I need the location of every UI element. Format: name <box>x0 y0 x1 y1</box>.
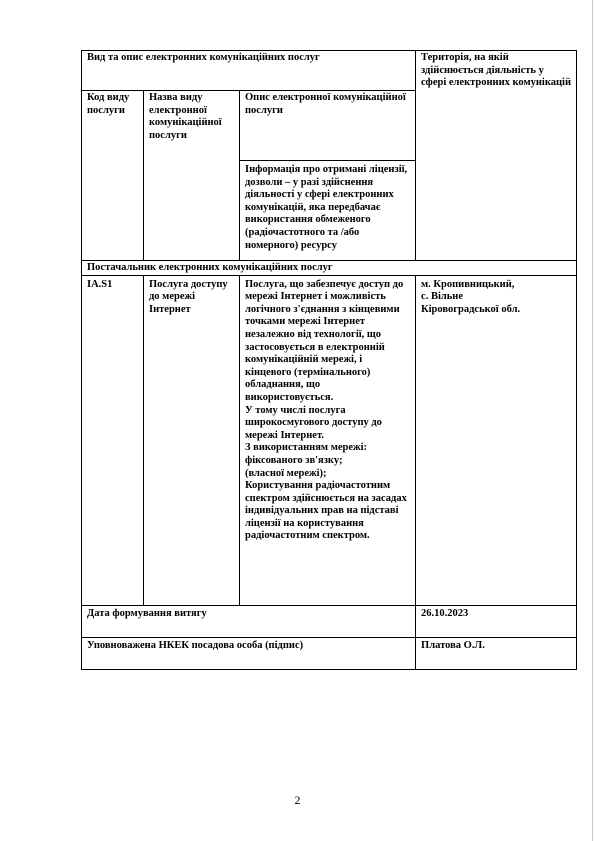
page-edge <box>592 0 593 841</box>
service-type-header: Вид та опис електронних комунікаційних послуг <box>82 51 416 91</box>
territory-line: с. Вільне <box>421 291 464 303</box>
description-paragraph: Користування радіочастотним спектром здійснюється на засадах індивідуальних прав на підставі ліцензії на користування радіочастотним спектром. <box>245 480 407 542</box>
provider-section-header: Постачальник електронних комунікаційних послуг <box>82 261 577 276</box>
description-paragraph: З використанням мережі: фіксованого зв'язку; <box>245 442 368 466</box>
territory-header: Територія, на якій здійснюється діяльність у сфері електронних комунікацій <box>416 51 577 261</box>
official-value: Платова О.Л. <box>416 637 577 669</box>
page-number: 2 <box>294 793 301 807</box>
service-name-cell: Послуга доступу до мережі Інтернет <box>144 275 240 605</box>
description-paragraph: У тому числі послуга широкосмугового доступу до мережі Інтернет. <box>245 404 382 441</box>
service-code-cell: IA.S1 <box>82 275 144 605</box>
date-value: 26.10.2023 <box>416 605 577 637</box>
name-column-header: Назва виду електронної комунікаційної послуги <box>144 91 240 261</box>
service-description-cell <box>240 275 416 605</box>
date-label: Дата формування витягу <box>82 605 416 637</box>
territory-line: Кіровоградської обл. <box>421 303 521 315</box>
official-label: Уповноважена НКЕК посадова особа (підпис) <box>82 637 416 669</box>
description-column-header: Опис електронної комунікаційної послуги <box>240 91 416 161</box>
services-table <box>81 50 577 670</box>
description-paragraph: Послуга, що забезпечує доступ до мережі Інтернет і можливість логічного з'єднання з кінцевими точками мережі Інтернет незалежно від технології, що застосовується в електронній комунікаційній мережі, і кінцевого (термінального) обладнання, що використовується. <box>245 278 404 403</box>
license-info-cell: Інформація про отримані ліцензії, дозволи – у разі здійснення діяльності у сфері електронних комунікацій, яка передбачає використання обмеженого (радіочастотного та /або номерного) ресурсу <box>240 161 416 261</box>
service-territory-cell <box>416 275 577 605</box>
code-column-header: Код виду послуги <box>82 91 144 261</box>
territory-line: м. Кропивницький, <box>421 278 515 290</box>
description-paragraph: (власної мережі); <box>245 467 327 479</box>
